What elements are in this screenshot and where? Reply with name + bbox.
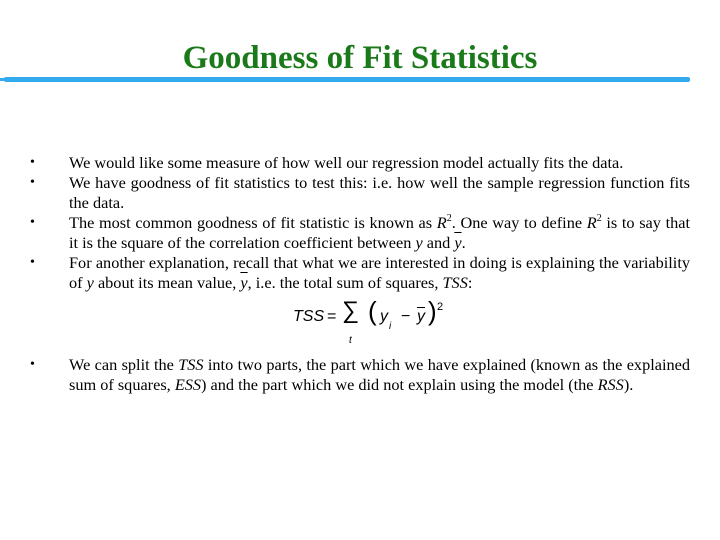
bullet-text: The most common goodness of fit statistic is known as [69, 213, 437, 232]
bullet-text: ) and the part which we did not explain using the model (the [201, 375, 598, 394]
right-paren: ) [428, 296, 437, 326]
bullet-text: We would like some measure of how well our regression model actually fits the data. [69, 153, 624, 172]
bullet-list [28, 153, 690, 395]
rss-term: RSS [597, 375, 624, 394]
bullet-text: , i.e. the total sum of squares, [247, 273, 443, 292]
equals-sign: = [327, 308, 337, 325]
bullet-item [28, 173, 690, 213]
tss-term: TSS [442, 273, 468, 292]
bullet-text: about its mean value, [93, 273, 241, 292]
bullet-text: For another explanation, recall that what we are interested in doing is explaining the variability of [69, 253, 690, 292]
equation-lhs: TSS [293, 308, 325, 325]
bullet-text: . One way to define [451, 213, 587, 232]
superscript: 2 [446, 213, 452, 224]
tss-equation [28, 293, 690, 347]
bullet-text: ). [623, 375, 634, 394]
bullet-item [28, 213, 690, 253]
summation-icon: ∑ [342, 297, 360, 324]
ess-term: ESS [174, 375, 202, 394]
bullet-item [28, 355, 690, 395]
bullet-text: into two parts, the part which we have explained (known as the explained sum of squares, [69, 355, 690, 394]
title-underline-rule [4, 77, 690, 82]
y-bar-symbol: $\overline{y}$ [454, 233, 462, 252]
y-symbol: y [86, 273, 94, 292]
minus-sign: − [401, 308, 411, 325]
tss-term: TSS [178, 355, 204, 374]
bullet-icon: • [30, 215, 35, 230]
bullet-item [28, 153, 690, 173]
spacer [28, 347, 690, 355]
y-bar-symbol: $\overline{y}$ [240, 273, 248, 292]
bullet-icon: • [30, 175, 35, 190]
superscript: 2 [596, 213, 602, 224]
bullet-text: is to say that it is the square of the correlation coefficient between [69, 213, 691, 252]
bullet-icon: • [30, 255, 35, 270]
bullet-item [28, 253, 690, 293]
bullet-text: We have goodness of fit statistics to test this: i.e. how well the sample regression function fits the data. [69, 173, 690, 212]
left-paren: ( [368, 296, 377, 326]
bullet-text: . [461, 233, 466, 252]
bullet-text: : [467, 273, 473, 292]
y-subscript: i [389, 321, 392, 332]
bullet-icon: • [30, 357, 35, 372]
y-bar-term: $\overline{y}$ [417, 308, 425, 325]
y-term: y [380, 308, 388, 325]
summation-index: t [349, 335, 352, 346]
y-symbol: y [415, 233, 423, 252]
power-exponent: 2 [437, 301, 444, 313]
bullet-text: and [422, 233, 455, 252]
slide-title: Goodness of Fit Statistics [182, 40, 538, 76]
bullet-icon: • [30, 155, 35, 170]
r-symbol: R [586, 213, 597, 232]
r-symbol: R [436, 213, 447, 232]
bullet-text: We can split the [69, 355, 179, 374]
